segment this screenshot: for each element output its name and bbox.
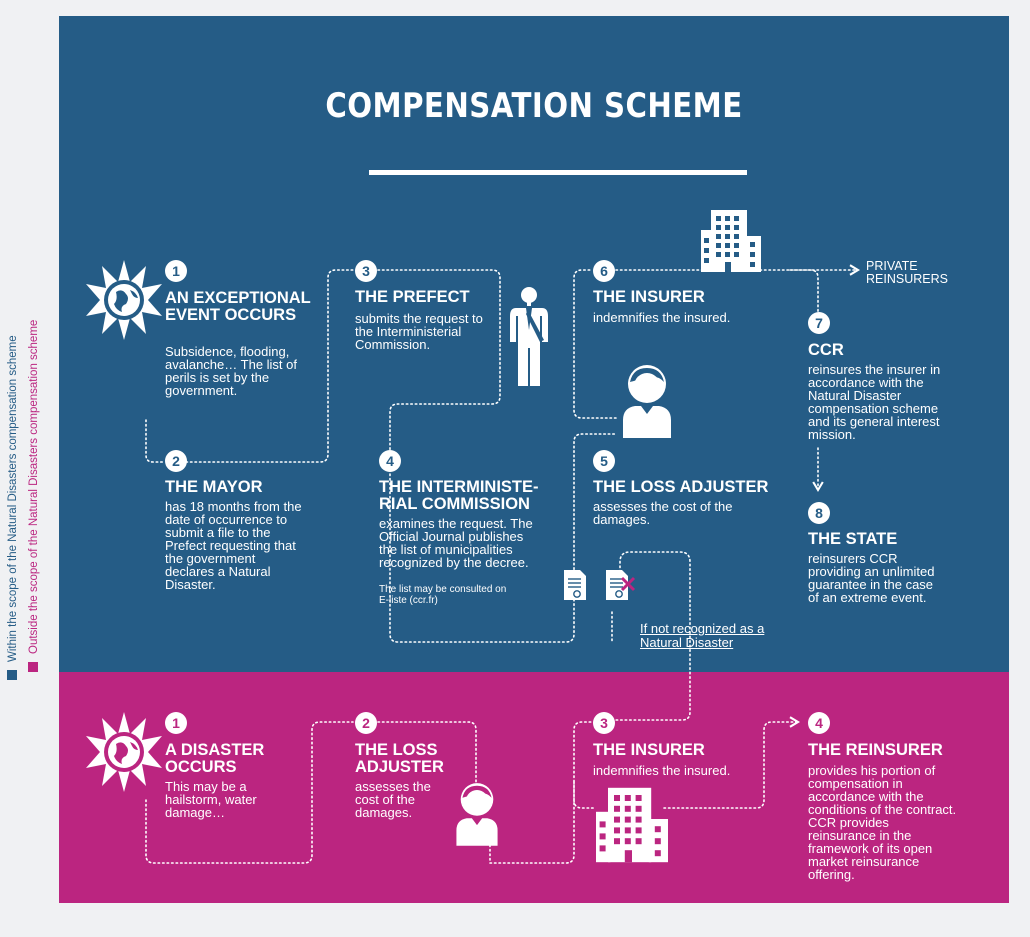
outside-step-2-desc: assesses the cost of the damages. <box>355 779 431 820</box>
disaster-sun-icon-pink <box>86 710 162 794</box>
within-step-1-title: AN EXCEPTIONAL EVENT OCCURS <box>165 289 311 324</box>
within-step-7-number: 7 <box>808 312 830 334</box>
within-step-8-desc: reinsurers CCR providing an unlimited guarantee in the case of an extreme event. <box>808 551 935 605</box>
within-step-3-number: 3 <box>355 260 377 282</box>
within-step-5-title: THE LOSS ADJUSTER <box>593 478 769 496</box>
within-step-6-desc: indemnifies the insured. <box>593 310 731 325</box>
outside-step-2-title: THE LOSS ADJUSTER <box>355 741 444 776</box>
within-step-4-number: 4 <box>379 450 401 472</box>
outside-step-1-number: 1 <box>165 712 187 734</box>
connector-p2-p3b <box>490 722 592 863</box>
within-step-4-note: The list may be consulted on E-liste (ccr.fr) <box>379 584 507 606</box>
loss-adjuster-person-icon-pink <box>453 782 501 846</box>
outside-step-3-desc: indemnifies the insured. <box>593 763 731 778</box>
outside-step-1-desc: This may be a hailstorm, water damage… <box>165 779 257 820</box>
within-step-3-title: THE PREFECT <box>355 288 470 306</box>
within-step-8-number: 8 <box>808 502 830 524</box>
within-step-2-title: THE MAYOR <box>165 478 263 496</box>
document-rejected-icon <box>606 570 638 604</box>
building-icon-pink <box>596 786 668 864</box>
within-step-6-number: 6 <box>593 260 615 282</box>
not-recognized-link[interactable]: If not recognized as a Natural Disaster <box>640 621 765 650</box>
within-step-1-number: 1 <box>165 260 187 282</box>
prefect-person-icon <box>506 286 552 388</box>
within-step-6-title: THE INSURER <box>593 288 705 306</box>
within-step-7-title: CCR <box>808 341 844 359</box>
within-step-5-desc: assesses the cost of the damages. <box>593 499 733 527</box>
within-step-1-desc: Subsidence, flooding, avalanche… The list of perils is set by the government. <box>165 344 297 398</box>
within-step-5-number: 5 <box>593 450 615 472</box>
legend-within-text: Within the scope of the Natural Disasters compensation scheme <box>7 335 19 662</box>
within-step-3-desc: submits the request to the Interministerial Commission. <box>355 311 483 352</box>
outside-step-4-number: 4 <box>808 712 830 734</box>
within-step-2-desc: has 18 months from the date of occurrence to submit a file to the Prefect requesting that the government declares a Natural Disaster. <box>165 499 302 592</box>
building-icon <box>701 210 761 272</box>
outside-step-2-number: 2 <box>355 712 377 734</box>
connector-p3-p4 <box>574 782 594 808</box>
outside-step-3-number: 3 <box>593 712 615 734</box>
outside-step-3-title: THE INSURER <box>593 741 705 759</box>
within-step-4-desc: examines the request. The Official Journal publishes the list of municipalities recognized by the decree. <box>379 516 533 570</box>
document-icon <box>564 570 588 604</box>
within-step-8-title: THE STATE <box>808 530 898 548</box>
connector-1-2 <box>146 420 163 462</box>
outside-step-1-title: A DISASTER OCCURS <box>165 741 265 776</box>
within-step-4-title: THE INTERMINISTE- RIAL COMMISSION <box>379 478 539 513</box>
legend-outside-text: Outside the scope of the Natural Disasters compensation scheme <box>28 319 40 654</box>
outside-step-4-title: THE REINSURER <box>808 741 943 759</box>
within-step-7-desc: reinsures the insurer in accordance with the Natural Disaster compensation scheme and its general interest mission. <box>808 362 941 442</box>
private-reinsurers-label: PRIVATE REINSURERS <box>866 259 948 286</box>
loss-adjuster-person-icon <box>619 364 675 438</box>
within-step-2-number: 2 <box>165 450 187 472</box>
outside-step-4-desc: provides his portion of compensation in accordance with the conditions of the contract. CCR provides reinsurance in the framework of its open market reinsurance offering. <box>808 763 957 882</box>
disaster-sun-icon <box>86 258 162 366</box>
page-title: COMPENSATION SCHEME <box>325 86 743 126</box>
